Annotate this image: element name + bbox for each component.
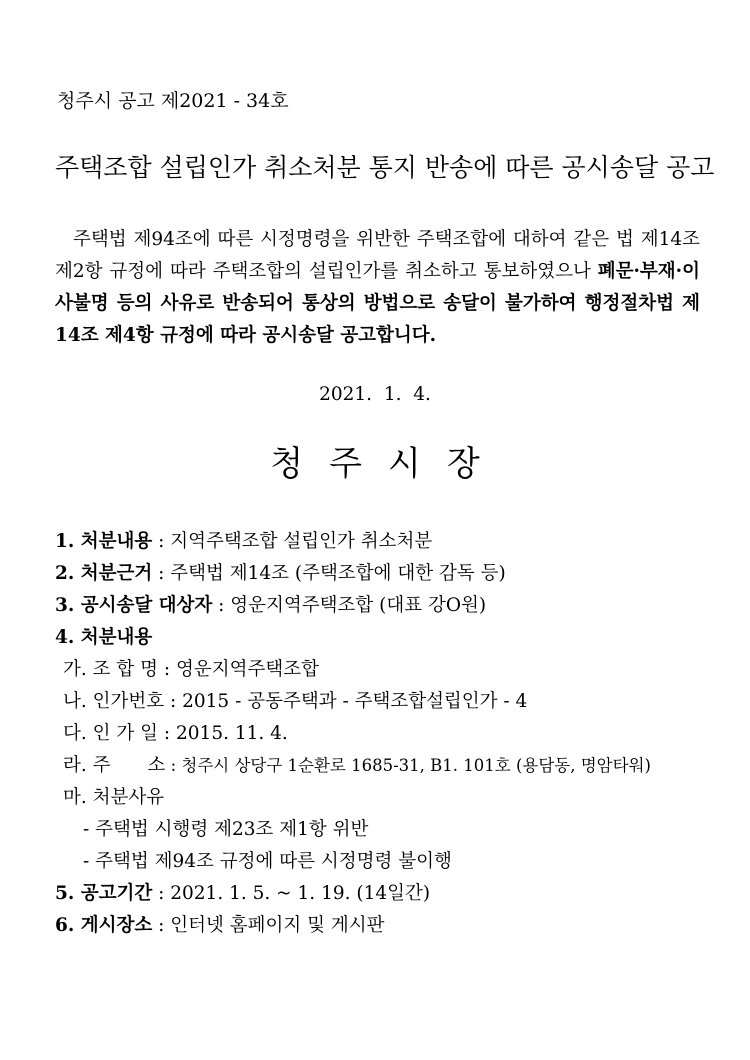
- item-value: : 2021. 1. 5. ~ 1. 19. (14일간): [152, 883, 431, 904]
- sub-item-label: 라. 주 소: [63, 755, 166, 776]
- sub-item-label: 마. 처분사유: [63, 787, 165, 808]
- item-value: : 영운지역주택조합 (대표 강O원): [212, 595, 487, 616]
- notice-number: 청주시 공고 제2021 - 34호: [57, 90, 289, 112]
- reason-line-2: - 주택법 제94조 규정에 따른 시정명령 불이행: [83, 851, 452, 872]
- item-label: 6. 게시장소: [55, 915, 153, 936]
- item-label: 5. 공고기간: [55, 883, 153, 904]
- notice-date: 2021. 1. 4.: [319, 384, 431, 405]
- notice-body: [55, 224, 700, 352]
- sub-item-value: : 영운지역주택조합: [158, 659, 319, 680]
- item-disposition: [55, 526, 715, 558]
- item-label: 3. 공시송달 대상자: [55, 595, 213, 616]
- reason-line-1: - 주택법 시행령 제23조 제1항 위반: [83, 819, 369, 840]
- item-label: 1. 처분내용: [55, 531, 153, 552]
- sub-item-value: : 2015 - 공동주택과 - 주택조합설립인가 - 4: [164, 691, 528, 712]
- sub-item-value: : 2015. 11. 4.: [158, 723, 288, 744]
- item-label: 2. 처분근거: [55, 563, 153, 584]
- sub-item-label: 다. 인 가 일: [63, 723, 159, 744]
- item-posting-place: [55, 910, 715, 942]
- item-value: : 지역주택조합 설립인가 취소처분: [152, 531, 433, 552]
- body-text-bold: 폐문·부재·이사불명 등의 사유로 반송되어 통상의 방법으로 송달이 불가하여 행정절차법 제14조 제4항 규정에 따라 공시송달 공고합니다.: [55, 261, 700, 346]
- sub-item-label: 나. 인가번호: [63, 691, 165, 712]
- item-legal-basis: [55, 558, 715, 590]
- item-disposition-details: [55, 622, 715, 654]
- item-value: : 인터넷 홈페이지 및 게시판: [152, 915, 385, 936]
- item-recipient: [55, 590, 715, 622]
- item-notice-period: [55, 878, 715, 910]
- sub-item-reason: [55, 782, 715, 814]
- document-title: 주택조합 설립인가 취소처분 통지 반송에 따른 공시송달 공고: [55, 153, 715, 182]
- sub-item-approval-date: [55, 718, 715, 750]
- item-value: : 주택법 제14조 (주택조합에 대한 감독 등): [152, 563, 506, 584]
- body-text-regular: 주택법 제94조에 따른 시정명령을 위반한 주택조합에 대하여 같은 법 제14조 제2항 규정에 따라 주택조합의 설립인가를 취소하고 통보하였으나: [55, 229, 700, 282]
- signer-title: 청주시장: [270, 444, 506, 484]
- sub-item-approval-number: [55, 686, 715, 718]
- item-label: 4. 처분내용: [55, 627, 153, 648]
- notice-items: [55, 526, 715, 942]
- sub-item-value: : 청주시 상당구 1순환로 1685-31, B1. 101호 (용담동, 명암타워): [165, 756, 651, 775]
- sub-item-label: 가. 조 합 명: [63, 659, 159, 680]
- sub-item-address: [55, 750, 715, 782]
- sub-item-union-name: [55, 654, 715, 686]
